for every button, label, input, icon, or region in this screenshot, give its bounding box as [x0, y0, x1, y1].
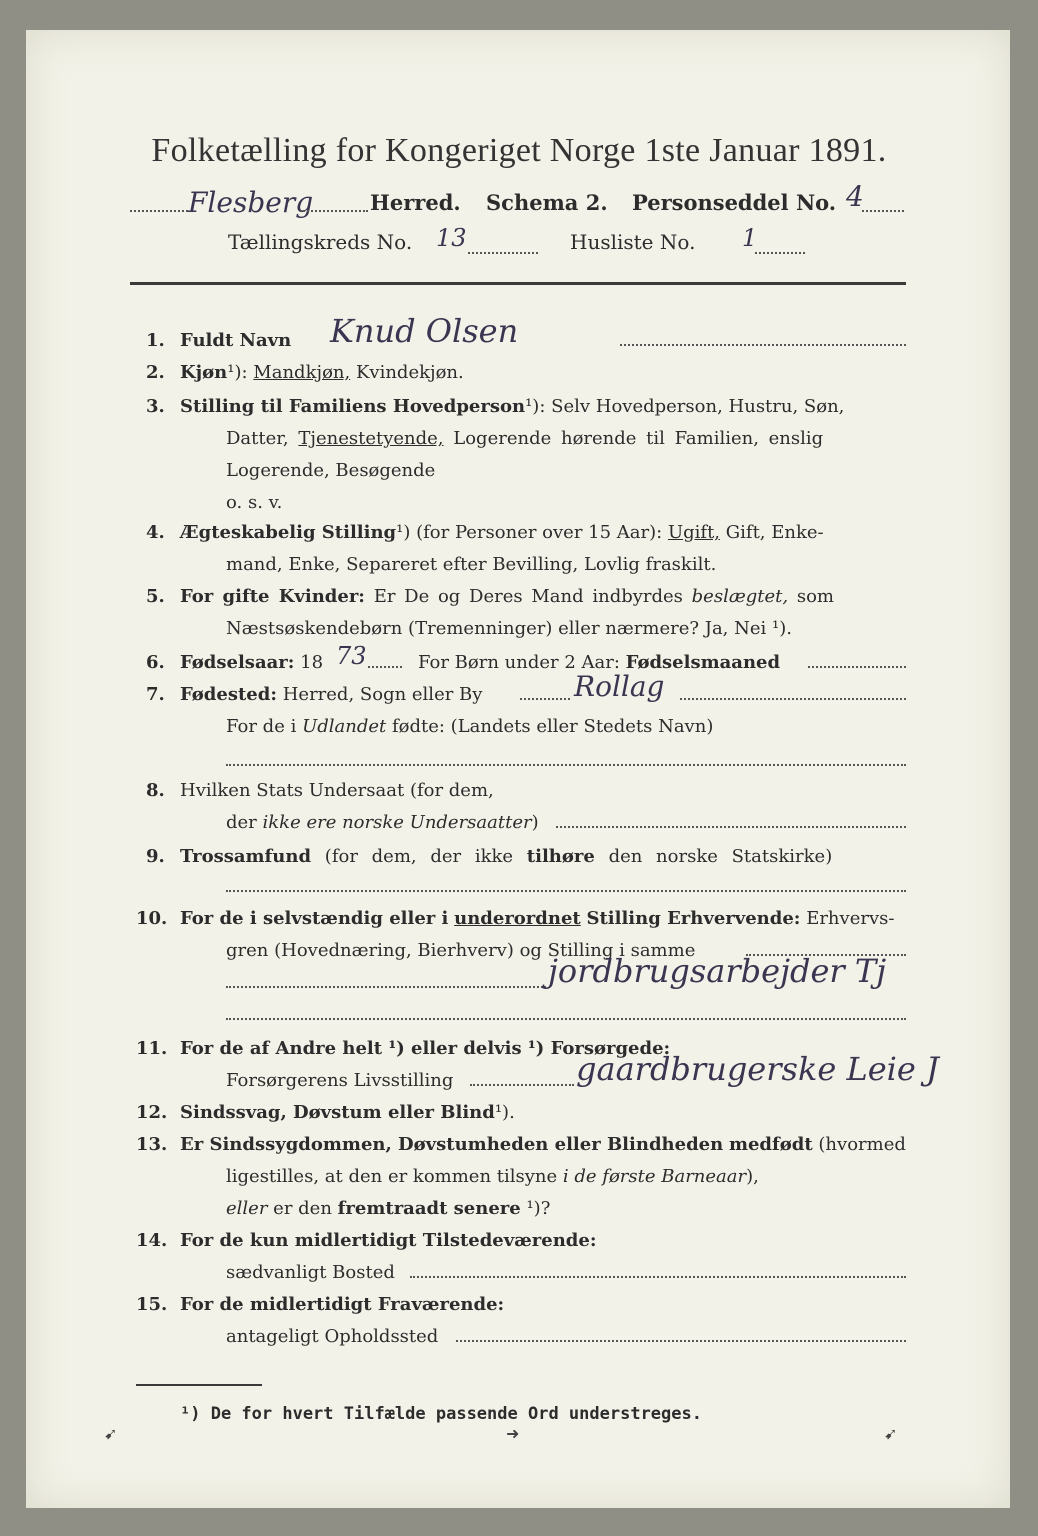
q6-dots: [368, 666, 402, 668]
herred-dots: [130, 210, 188, 212]
item-number: 11.: [136, 1038, 168, 1059]
kreds-dots: [468, 252, 538, 254]
q6-value: 73: [336, 642, 367, 670]
q10-value: jordbrugsarbejder Tj: [548, 952, 887, 990]
herred-value: Flesberg: [188, 186, 314, 219]
q12-line: Sindssvag, Døvstum eller Blind¹).: [180, 1102, 515, 1123]
schema-label: Schema 2.: [486, 190, 608, 215]
q7-dots-a: [520, 698, 570, 700]
item-number: 3.: [146, 396, 165, 417]
q11-dots: [470, 1084, 574, 1086]
q8-line-1: Hvilken Stats Undersaat (for dem,: [180, 780, 494, 801]
husliste-value: 1: [742, 224, 758, 252]
q10-dots-2: [226, 986, 546, 988]
item-number: 10.: [136, 908, 168, 929]
q9-dots: [226, 890, 906, 892]
q10-dots-3: [226, 1018, 906, 1020]
q14-label: For de kun midlertidigt Tilstedeværende:: [180, 1230, 597, 1251]
q11-value: gaardbrugerske Leie J: [576, 1050, 939, 1088]
q7-value: Rollag: [574, 670, 665, 703]
q4-line-2: mand, Enke, Separeret efter Bevilling, Lovlig fraskilt.: [226, 554, 717, 575]
item-number: 13.: [136, 1134, 168, 1155]
item-number: 15.: [136, 1294, 168, 1315]
q3-line-4: o. s. v.: [226, 492, 283, 513]
item-number: 4.: [146, 522, 165, 543]
herred-label: Herred.: [370, 190, 461, 215]
q8-dots: [556, 826, 906, 828]
item-number: 2.: [146, 362, 165, 383]
arrow-icon: ➜: [506, 1424, 520, 1443]
q6-dots-2: [808, 666, 906, 668]
q3-line-3: Logerende, Besøgende: [226, 460, 436, 481]
kreds-label: Tællingskreds No.: [228, 230, 413, 254]
q1-value: Knud Olsen: [330, 312, 519, 350]
q15-dots: [456, 1340, 906, 1342]
q13-line-1: Er Sindssygdommen, Døvstumheden eller Blindheden medfødt (hvormed: [180, 1134, 906, 1155]
personseddel-value: 4: [846, 180, 864, 213]
item-number: 1.: [146, 330, 165, 351]
arrow-icon: ➹: [104, 1424, 118, 1443]
herred-dots-2: [300, 210, 368, 212]
q2-line: Kjøn¹): Mandkjøn, Kvindekjøn.: [180, 362, 464, 383]
footnote: ¹) De for hvert Tilfælde passende Ord understreges.: [180, 1404, 702, 1424]
q5-line-2: Næstsøskendebørn (Tremenninger) eller nærmere? Ja, Nei ¹).: [226, 618, 792, 639]
q15-label: For de midlertidigt Fraværende:: [180, 1294, 505, 1315]
q9-line: Trossamfund (for dem, der ikke tilhøre den norske Statskirke): [180, 846, 833, 867]
personseddel-label: Personseddel No.: [632, 190, 837, 215]
q7-dots-b: [680, 698, 906, 700]
q14-line-2: sædvanligt Bosted: [226, 1262, 395, 1283]
husliste-label: Husliste No.: [570, 230, 696, 254]
footnote-rule: [136, 1384, 262, 1386]
q4-line-1: Ægteskabelig Stilling¹) (for Personer over 15 Aar): Ugift, Gift, Enke-: [180, 522, 824, 543]
q11-label: For de af Andre helt ¹) eller delvis ¹) Forsørgede:: [180, 1038, 671, 1059]
q13-line-2: ligestilles, at den er kommen tilsyne i de første Barneaar),: [226, 1166, 759, 1187]
q13-line-3: eller er den fremtraadt senere ¹)?: [226, 1198, 551, 1219]
q1-label: Fuldt Navn: [180, 330, 292, 351]
header-rule: [130, 282, 906, 285]
item-number: 7.: [146, 684, 165, 705]
arrow-icon: ➹: [884, 1424, 898, 1443]
q6-rest: For Børn under 2 Aar: Fødselsmaaned: [418, 652, 781, 673]
kreds-value: 13: [436, 224, 467, 252]
q8-line-2: der ikke ere norske Undersaatter): [226, 812, 539, 833]
q3-line-1: Stilling til Familiens Hovedperson¹): Selv Hovedperson, Hustru, Søn,: [180, 396, 845, 417]
item-number: 12.: [136, 1102, 168, 1123]
item-number: 8.: [146, 780, 165, 801]
q10-line-2: gren (Hovednæring, Bierhverv) og Stilling i samme: [226, 940, 696, 961]
item-number: 9.: [146, 846, 165, 867]
q1-dots: [620, 344, 906, 346]
item-number: 5.: [146, 586, 165, 607]
q11-line-2: Forsørgerens Livsstilling: [226, 1070, 454, 1091]
q15-line-2: antageligt Opholdssted: [226, 1326, 439, 1347]
q6-line: Fødselsaar: 18: [180, 652, 324, 673]
form-title: Folketælling for Kongeriget Norge 1ste Januar 1891.: [151, 132, 887, 169]
q14-dots: [410, 1276, 906, 1278]
q7-dots-c: [226, 764, 906, 766]
q7-line-1: Fødested: Herred, Sogn eller By: [180, 684, 483, 705]
husliste-dots: [755, 252, 805, 254]
q7-line-2: For de i Udlandet fødte: (Landets eller Stedets Navn): [226, 716, 714, 737]
item-number: 14.: [136, 1230, 168, 1251]
item-number: 6.: [146, 652, 165, 673]
q10-line-1: For de i selvstændig eller i underordnet Stilling Erhvervende: Erhvervs-: [180, 908, 895, 929]
q3-line-2: Datter, Tjenestetyende, Logerende hørende til Familien, enslig: [226, 428, 824, 449]
q5-line-1: For gifte Kvinder: Er De og Deres Mand indbyrdes beslægtet, som: [180, 586, 834, 607]
personseddel-dots: [862, 210, 904, 212]
